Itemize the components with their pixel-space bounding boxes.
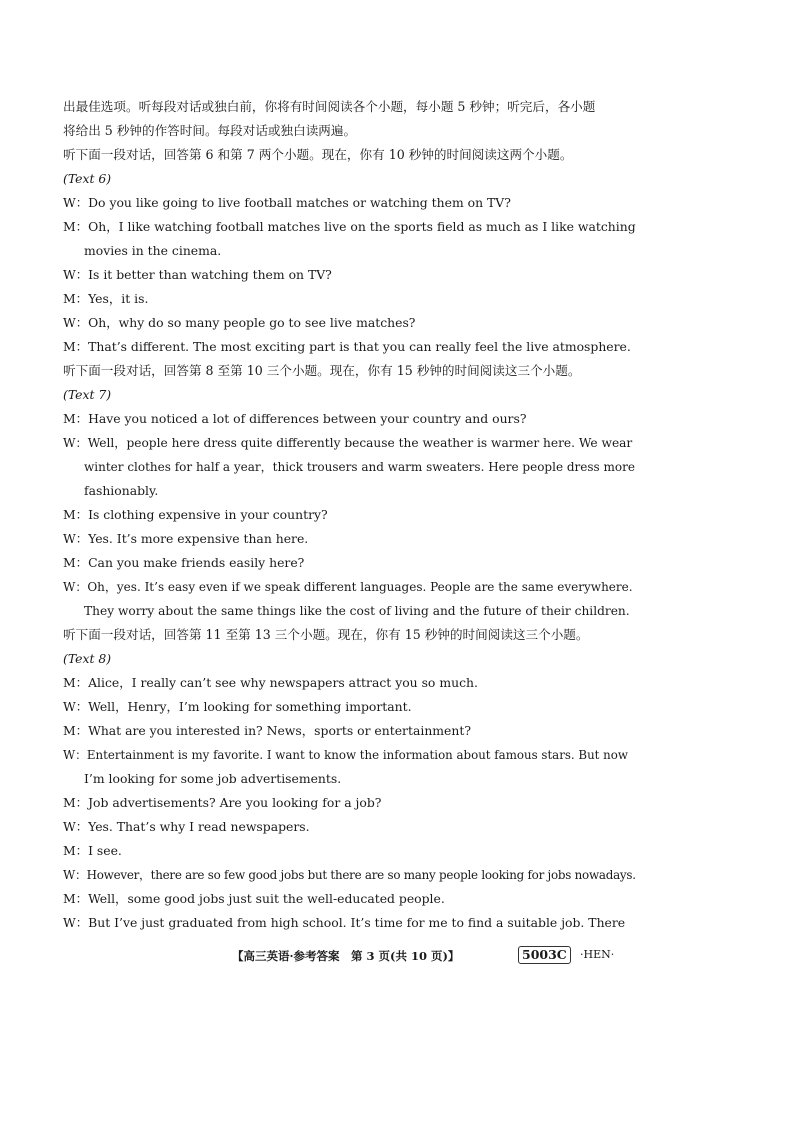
dialogue-line: M：Yes，it is.: [63, 291, 149, 306]
dialogue-line: W：Do you like going to live football matches or watching them on TV?: [63, 195, 511, 210]
instruction-line: 听下面一段对话，回答第 11 至第 13 三个小题。现在，你有 15 秒钟的时间阅读这三个小题。: [63, 627, 589, 642]
dialogue-line: W：However，there are so few good jobs but there are so many people looking for jobs nowadays.: [63, 868, 636, 882]
dialogue-line: M：What are you interested in? News，sports or entertainment?: [63, 723, 471, 738]
dialogue-line: I’m looking for some job advertisements.: [84, 771, 342, 786]
dialogue-line: W：Entertainment is my favorite. I want to know the information about famous stars. But now: [63, 748, 628, 762]
dialogue-line: fashionably.: [84, 483, 159, 498]
dialogue-line: W：Yes. That’s why I read newspapers.: [63, 819, 310, 834]
dialogue-line: W：Oh，yes. It’s easy even if we speak different languages. People are the same everywhere.: [63, 580, 633, 594]
dialogue-line: M：Have you noticed a lot of differences between your country and ours?: [63, 411, 527, 426]
dialogue-line: M：I see.: [63, 843, 122, 858]
dialogue-line: W：Well，Henry，I’m looking for something important.: [63, 699, 412, 714]
dialogue-line: M：That’s different. The most exciting part is that you can really feel the live atmosphere.: [63, 339, 631, 354]
dialogue-line: M：Oh，I like watching football matches live on the sports field as much as I like watching: [63, 219, 636, 234]
dialogue-line: movies in the cinema.: [84, 243, 222, 258]
dialogue-line: W：Well，people here dress quite differently because the weather is warmer here. We wear: [63, 436, 633, 450]
instruction-line: 出最佳选项。听每段对话或独白前，你将有时间阅读各个小题，每小题 5 秒钟；听完后，各小题: [63, 99, 596, 114]
footer-tag: ·HEN·: [580, 948, 615, 961]
section-label: (Text 8): [63, 651, 112, 666]
dialogue-line: M：Job advertisements? Are you looking for a job?: [63, 795, 382, 810]
dialogue-line: W：Oh，why do so many people go to see live matches?: [63, 315, 416, 330]
footer-title: 【高三英语·参考答案 第 3 页(共 10 页)】: [232, 949, 460, 963]
dialogue-line: W：But I’ve just graduated from high school. It’s time for me to find a suitable job. There: [63, 915, 626, 930]
dialogue-line: M：Can you make friends easily here?: [63, 555, 305, 570]
dialogue-line: M：Well，some good jobs just suit the well-educated people.: [63, 891, 445, 906]
instruction-line: 听下面一段对话，回答第 6 和第 7 两个小题。现在，你有 10 秒钟的时间阅读这两个小题。: [63, 147, 573, 162]
dialogue-line: W：Is it better than watching them on TV?: [63, 267, 332, 282]
dialogue-line: W：Yes. It’s more expensive than here.: [63, 531, 309, 546]
instruction-line: 听下面一段对话，回答第 8 至第 10 三个小题。现在，你有 15 秒钟的时间阅读这三个小题。: [63, 363, 581, 378]
dialogue-line: M：Is clothing expensive in your country?: [63, 507, 328, 522]
instruction-line: 将给出 5 秒钟的作答时间。每段对话或独白读两遍。: [63, 123, 357, 138]
section-label: (Text 7): [63, 387, 112, 402]
dialogue-line: M：Alice，I really can’t see why newspapers attract you so much.: [63, 675, 478, 690]
footer-code: 5003C: [518, 946, 571, 964]
section-label: (Text 6): [63, 171, 112, 186]
dialogue-line: winter clothes for half a year，thick trousers and warm sweaters. Here people dress more: [84, 460, 635, 474]
dialogue-line: They worry about the same things like the cost of living and the future of their children.: [84, 604, 630, 618]
